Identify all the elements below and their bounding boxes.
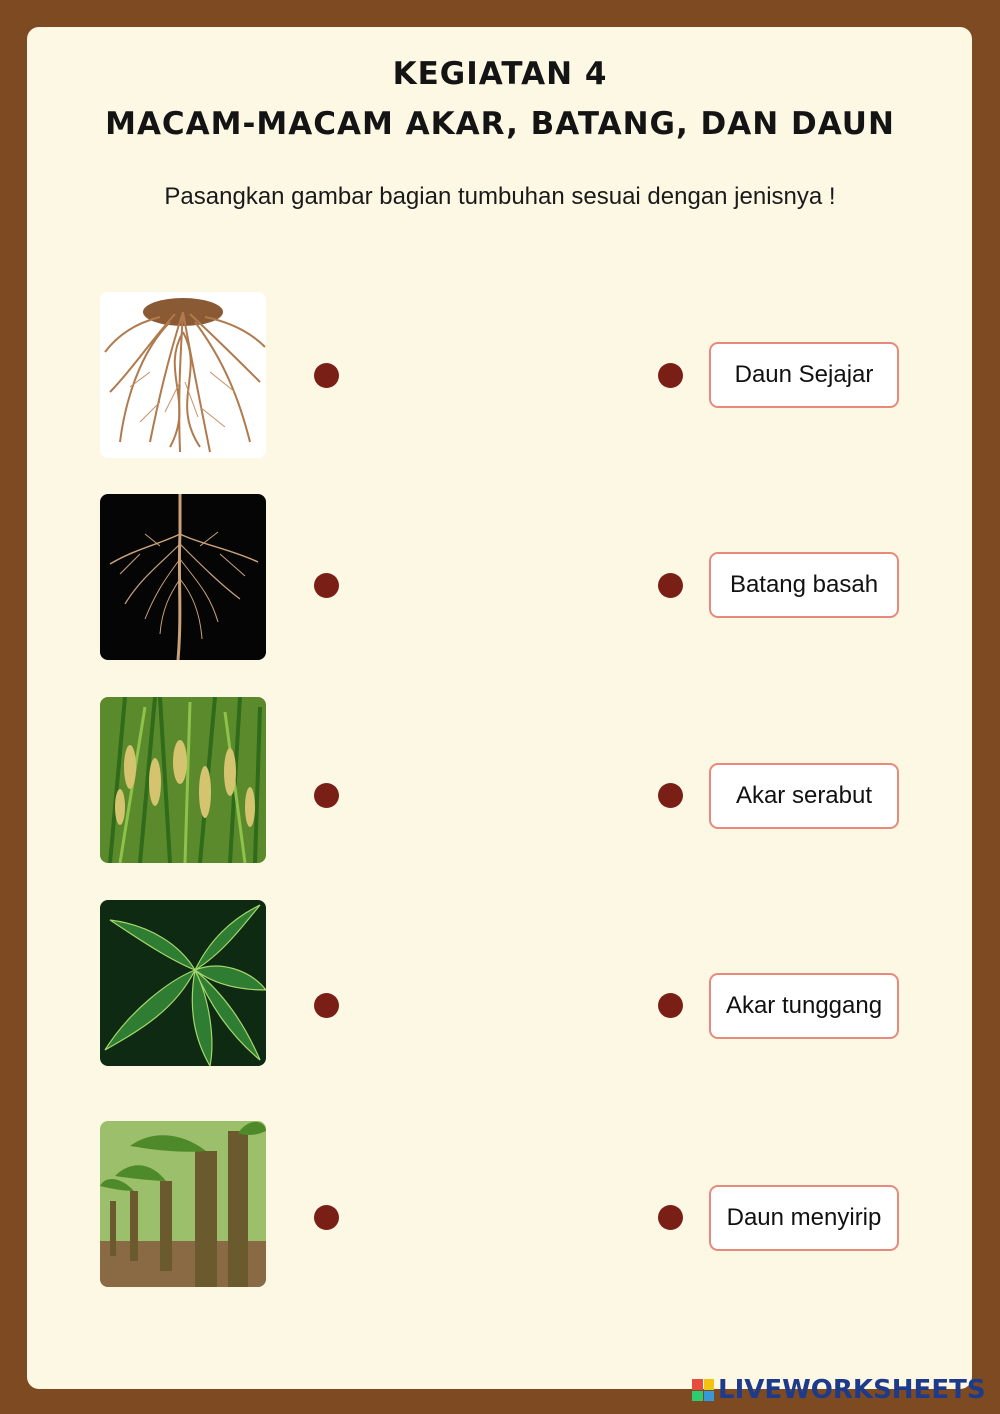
answer-box-3[interactable] <box>709 763 899 829</box>
rice-plant-photo <box>100 697 266 863</box>
liveworksheets-logo-icon <box>692 1379 714 1401</box>
left-match-dot-5[interactable] <box>314 1205 339 1230</box>
answer-box-5[interactable] <box>709 1185 899 1251</box>
answer-label: Akar tunggang <box>725 992 883 1019</box>
answer-box-4[interactable] <box>709 973 899 1039</box>
instruction-text: Pasangkan gambar bagian tumbuhan sesuai dengan jenisnya ! <box>164 183 836 210</box>
right-match-dot-5[interactable] <box>658 1205 683 1230</box>
mango-leaves-photo <box>100 900 266 1066</box>
right-match-dot-1[interactable] <box>658 363 683 388</box>
banana-trees-photo <box>100 1121 266 1287</box>
left-match-dot-4[interactable] <box>314 993 339 1018</box>
answer-label: Daun Sejajar <box>734 361 874 388</box>
answer-box-2[interactable] <box>709 552 899 618</box>
tangled-roots-photo <box>100 292 266 458</box>
left-match-dot-2[interactable] <box>314 573 339 598</box>
answer-box-1[interactable] <box>709 342 899 408</box>
left-match-dot-3[interactable] <box>314 783 339 808</box>
right-match-dot-4[interactable] <box>658 993 683 1018</box>
answer-label: Batang basah <box>729 571 879 598</box>
right-match-dot-3[interactable] <box>658 783 683 808</box>
left-match-dot-1[interactable] <box>314 363 339 388</box>
right-match-dot-2[interactable] <box>658 573 683 598</box>
answer-label: Akar serabut <box>735 782 873 809</box>
worksheet-title: KEGIATAN 4 <box>392 56 608 92</box>
liveworksheets-logo <box>692 1373 986 1407</box>
answer-label: Daun menyirip <box>726 1204 882 1231</box>
taproot-photo <box>100 494 266 660</box>
worksheet-subtitle: MACAM-MACAM AKAR, BATANG, DAN DAUN <box>105 106 895 142</box>
liveworksheets-logo-text: LIVEWORKSHEETS <box>718 1375 986 1405</box>
